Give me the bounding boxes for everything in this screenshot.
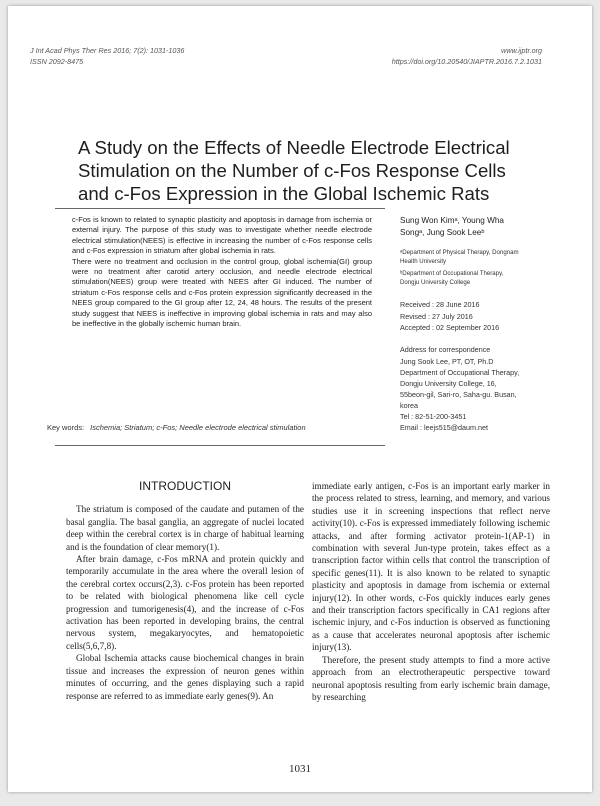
abstract-paragraph: c-Fos is known to related to synaptic plasticity and apoptosis in damage from ischemia or external injury. The purpose of this study was to investigate whether needle electrode electrical stimulation(NEES) is effective in increasing the number of c-Fos response cells and c-Fos expression in striatum after global ischemia in rats. — [72, 215, 372, 256]
page-number: 1031 — [289, 763, 311, 775]
article-info-sidebar — [400, 215, 520, 434]
journal-site-link[interactable]: www.ijptr.org — [501, 46, 542, 55]
body-paragraph: After brain damage, c-Fos mRNA and protein quickly and temporarily accumulate in the area where the overall lesion of the cerebral cortex occurs(2,3). c-Fos protein has been reported to be related with biological phenomena like cell cycle progression and tumorigenesis(4), and the increase of c-Fos activation has been reported in developing brains, the central nervous system, megakaryocytes, and hematopoietic cells(5,6,7,8). — [66, 554, 304, 651]
body-column-right — [312, 480, 550, 703]
abstract-paragraph: There were no treatment and occlusion in the control group, global ischemia(GI) group were no treatment after carotid artery occlusion, and needle electrode electrical stimulation(NEES) group were treated with NEES after GI induced. The number of striatum c-Fos response cells and c-Fos protein expression significantly decreased in the NEES group compared to the GI group after 12, 24, 48 hours. The results of the present study suggest that NEES is ineffective in improving global ischemia in rats and may also be ineffective in the globally ischemic human brain. — [72, 256, 372, 329]
accepted-date: Accepted : 02 September 2016 — [400, 323, 500, 333]
correspondence-email[interactable]: Email : leejs515@daum.net — [400, 423, 489, 433]
body-paragraph: The striatum is composed of the caudate and putamen of the basal ganglia. The basal ganglia, an aggregate of nuclei located deep within the cerebral cortex is in charge of habitual learning and is the foundation of clear memory(1). — [66, 504, 304, 552]
body-column-left — [66, 480, 304, 702]
correspondence — [400, 344, 520, 434]
correspondence-label: Address for correspondence — [400, 344, 491, 354]
journal-citation: J Int Acad Phys Ther Res 2016; 7(2): 1031-1036 — [30, 46, 185, 55]
body-paragraph: Therefore, the present study attempts to find a more active approach from an electrotherapeutic perspective toward neuronal apoptosis resulting from early ischemic brain damage, by researching — [312, 654, 550, 702]
received-date: Received : 28 June 2016 — [400, 300, 480, 309]
revised-date: Revised : 27 July 2016 — [400, 311, 473, 321]
issn: ISSN 2092-8475 — [30, 57, 84, 66]
correspondence-tel: Tel : 82-51-200-3451 — [400, 412, 467, 422]
doi-link[interactable]: https://doi.org/10.20540/JIAPTR.2016.7.2.1031 — [391, 57, 542, 66]
correspondence-name: Jung Sook Lee, PT, OT, Ph.D — [400, 356, 494, 366]
paper-page — [8, 6, 592, 792]
article-dates — [400, 299, 520, 334]
keywords — [47, 423, 306, 432]
affiliations — [400, 248, 520, 287]
article-title: A Study on the Effects of Needle Electrode Electrical Stimulation on the Number of c-Fos Response Cells and c-Fos Expression in the Global Ischemic Rats — [78, 137, 510, 205]
affiliation: ᵇDepartment of Occupational Therapy, Dongju University College — [400, 270, 504, 286]
affiliation: ᵃDepartment of Physical Therapy, Dongnam Health University — [400, 249, 519, 265]
keywords-value: Ischemia; Striatum; c-Fos; Needle electrode electrical stimulation — [90, 423, 306, 432]
body-paragraph: immediate early antigen, c-Fos is an important early marker in the process related to stress, learning, and memory, and various studies use it in screening inspections that reflect nerve activity(10). c-Fos is expressed immediately following ischemic attacks, and after forming activator protein-1(AP-1) in combination with several Jun-type protein, takes effect as a transcription factor within cells that control the transcription of specific genes(11). It is also known to be related to synaptic plasticity and apoptosis in damage from ischemia or external injury(12). In other words, c-Fos quickly induces early genes and their transcription factors specifically in CA1 regions after ischemic injury, and c-Fos induction is observed as functioning as a cause that accelerates neuronal apoptosis after ischemic injury(13). — [312, 481, 550, 653]
correspondence-address: Department of Occupational Therapy, Dongju University College, 16, 55beon-gil, Sari-ro, Saha-gu. Busan, korea — [400, 367, 520, 411]
body-paragraph: Global Ischemia attacks cause biochemical changes in brain tissue and increases the expression of neuron genes within minutes of occurring, and the genes displaying such a rapid response are referred to as immediate early genes(9). An — [66, 653, 304, 701]
keywords-label: Key words: — [47, 423, 85, 432]
abstract — [72, 215, 372, 329]
section-heading-introduction: INTRODUCTION — [139, 479, 231, 493]
authors: Sung Won Kimᵃ, Young Wha Songᵃ, Jung Sook Leeᵇ — [400, 216, 504, 237]
